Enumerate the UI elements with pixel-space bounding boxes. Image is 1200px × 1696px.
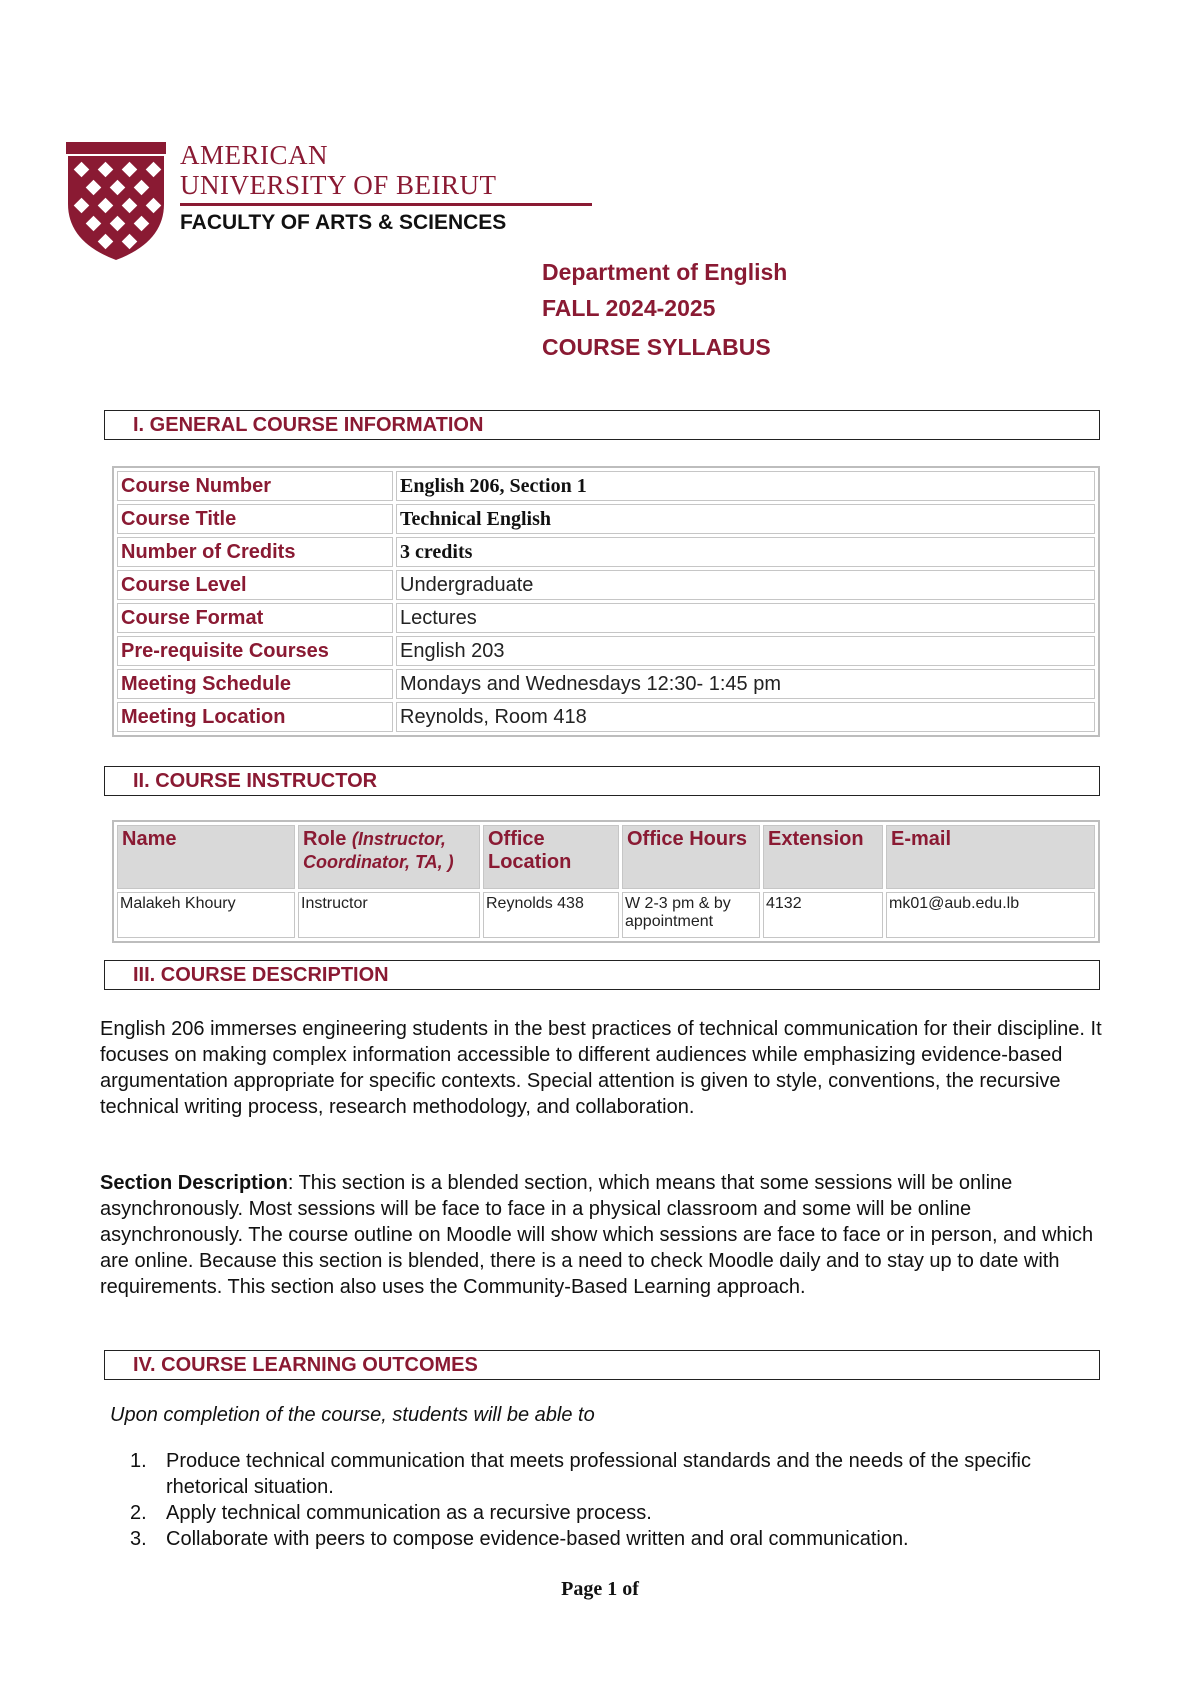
table-row — [117, 892, 1095, 938]
document-title: COURSE SYLLABUS — [542, 334, 771, 360]
info-value: Technical English — [396, 504, 1095, 534]
section-header-instructor: II. COURSE INSTRUCTOR — [104, 766, 1100, 796]
logo-line-american: AMERICAN — [180, 140, 329, 170]
list-item — [130, 1448, 1090, 1500]
info-value: Lectures — [396, 603, 1095, 633]
section-header-description: III. COURSE DESCRIPTION — [104, 960, 1100, 990]
list-number: 2. — [130, 1502, 147, 1524]
info-key: Course Format — [117, 603, 393, 633]
section-header-outcomes: IV. COURSE LEARNING OUTCOMES — [104, 1350, 1100, 1380]
role-label: Role — [303, 828, 347, 850]
course-description-paragraph: English 206 immerses engineering students in the best practices of technical communication for their discipline. It focuses on making complex information accessible to different audiences while emphasizing evidence-based argumentation appropriate for specific contexts. Special attention is given to style, conventions, the recursive technical writing process, research methodology, and collaboration. — [100, 1018, 1102, 1118]
col-header-name: Name — [117, 825, 295, 889]
instructor-extension: 4132 — [763, 892, 883, 938]
table-header-row — [117, 825, 1095, 889]
table-row — [117, 636, 1095, 666]
table-row — [117, 702, 1095, 732]
col-header-email: E-mail — [886, 825, 1095, 889]
info-key: Course Number — [117, 471, 393, 501]
info-value: Reynolds, Room 418 — [396, 702, 1095, 732]
instructor-email[interactable]: mk01@aub.edu.lb — [886, 892, 1095, 938]
instructor-office-location: Reynolds 438 — [483, 892, 619, 938]
logo-line-faculty: FACULTY OF ARTS & SCIENCES — [180, 211, 507, 234]
role-note: (Instructor, Coordinator, TA, ) — [303, 829, 454, 872]
col-header-office-hours: Office Hours — [622, 825, 760, 889]
table-row — [117, 570, 1095, 600]
table-row — [117, 537, 1095, 567]
col-header-office-location: Office Location — [483, 825, 619, 889]
section-description-label: Section Description — [100, 1172, 288, 1194]
info-key: Course Level — [117, 570, 393, 600]
info-key: Number of Credits — [117, 537, 393, 567]
section-header-general: I. GENERAL COURSE INFORMATION — [104, 410, 1100, 440]
table-row — [117, 471, 1095, 501]
table-row — [117, 504, 1095, 534]
info-value: 3 credits — [396, 537, 1095, 567]
info-key: Meeting Location — [117, 702, 393, 732]
outcomes-list — [130, 1448, 1090, 1552]
logo-line-university: UNIVERSITY OF BEIRUT — [180, 170, 497, 200]
table-row — [117, 669, 1095, 699]
info-key: Pre-requisite Courses — [117, 636, 393, 666]
section-description-paragraph — [100, 1170, 1110, 1300]
list-item — [130, 1500, 1090, 1526]
outcomes-intro: Upon completion of the course, students will be able to — [110, 1404, 595, 1426]
general-info-table — [112, 466, 1100, 737]
table-row — [117, 603, 1095, 633]
info-value: Mondays and Wednesdays 12:30- 1:45 pm — [396, 669, 1095, 699]
list-number: 1. — [130, 1450, 147, 1472]
term-title: FALL 2024-2025 — [542, 295, 716, 321]
info-value: Undergraduate — [396, 570, 1095, 600]
department-title: Department of English — [542, 259, 788, 285]
list-text: Produce technical communication that meets professional standards and the needs of the specific rhetorical situation. — [166, 1450, 1031, 1498]
shield-icon — [66, 142, 166, 262]
info-value: English 203 — [396, 636, 1095, 666]
info-key: Meeting Schedule — [117, 669, 393, 699]
list-text: Collaborate with peers to compose evidence-based written and oral communication. — [166, 1528, 909, 1550]
instructor-role: Instructor — [298, 892, 480, 938]
section-description-text: : This section is a blended section, which means that some sessions will be online asynchronously. Most sessions will be face to face in a physical classroom and some will be online asynchronously. The course outline on Moodle will show which sessions are face to face or in person, and which are online. Because this section is blended, there is a need to check Moodle daily and to stay up to date with requirements. This section also uses the Community-Based Learning approach. — [100, 1172, 1094, 1298]
aub-logo — [66, 142, 536, 262]
col-header-extension: Extension — [763, 825, 883, 889]
list-item — [130, 1526, 1090, 1552]
info-key: Course Title — [117, 504, 393, 534]
instructor-table — [112, 820, 1100, 943]
col-header-role — [298, 825, 480, 889]
instructor-office-hours: W 2-3 pm & by appointment — [622, 892, 760, 938]
instructor-name: Malakeh Khoury — [117, 892, 295, 938]
info-value: English 206, Section 1 — [396, 471, 1095, 501]
logo-rule — [180, 203, 592, 206]
list-number: 3. — [130, 1528, 147, 1550]
page-footer: Page 1 of — [561, 1578, 639, 1600]
list-text: Apply technical communication as a recursive process. — [166, 1502, 652, 1524]
